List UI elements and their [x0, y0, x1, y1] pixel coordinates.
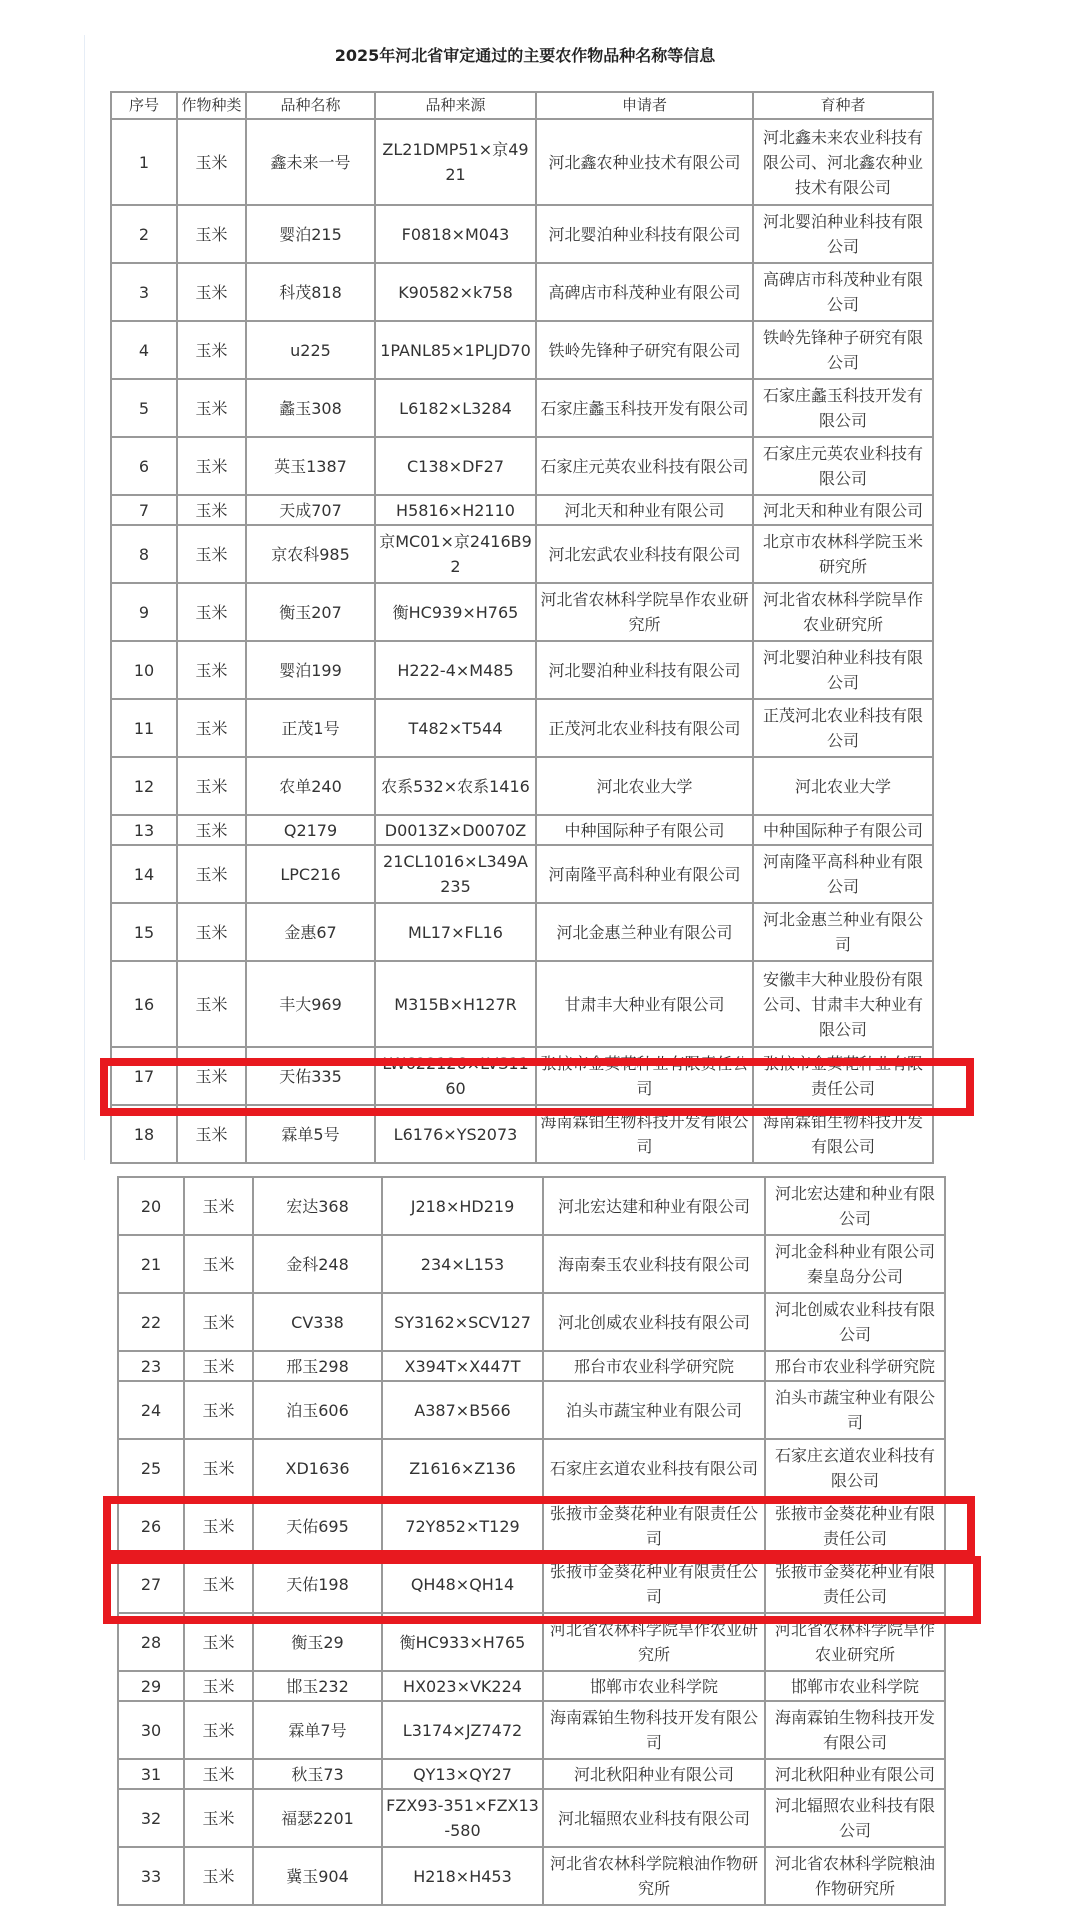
- cell-breeder: 高碑店市科茂种业有限公司: [753, 263, 933, 321]
- cell-no: 21: [118, 1235, 184, 1293]
- cell-crop: 玉米: [177, 205, 246, 263]
- cell-crop: 玉米: [184, 1177, 253, 1235]
- table-row: [111, 845, 933, 903]
- cell-crop: 玉米: [177, 437, 246, 495]
- table-row: [118, 1439, 945, 1497]
- cell-variety: 霖单7号: [253, 1701, 382, 1759]
- table-row: [118, 1847, 945, 1905]
- cell-breeder: 河北金惠兰种业有限公司: [753, 903, 933, 961]
- cell-variety: 秋玉73: [253, 1759, 382, 1789]
- cell-crop: 玉米: [177, 641, 246, 699]
- cell-no: 6: [111, 437, 177, 495]
- cell-applicant: 邯郸市农业科学院: [543, 1671, 765, 1701]
- header-breeder: 育种者: [753, 92, 933, 119]
- cell-breeder: 安徽丰大种业股份有限公司、甘肃丰大种业有限公司: [753, 961, 933, 1047]
- cell-applicant: 河北辐照农业科技有限公司: [543, 1789, 765, 1847]
- varieties-table-top: [110, 91, 934, 1164]
- cell-source: 衡HC939×H765: [375, 583, 536, 641]
- cell-applicant: 泊头市蔬宝种业有限公司: [543, 1381, 765, 1439]
- cell-source: L6176×YS2073: [375, 1105, 536, 1163]
- cell-variety: 邢玉298: [253, 1351, 382, 1381]
- cell-applicant: 河南隆平高科种业有限公司: [536, 845, 753, 903]
- cell-no: 7: [111, 495, 177, 525]
- cell-source: HX023×VK224: [382, 1671, 543, 1701]
- cell-breeder: 铁岭先锋种子研究有限公司: [753, 321, 933, 379]
- cell-applicant: 河北天和种业有限公司: [536, 495, 753, 525]
- cell-breeder: 河北农业大学: [753, 757, 933, 815]
- cell-source: X394T×X447T: [382, 1351, 543, 1381]
- cell-applicant: 海南霖铂生物科技开发有限公司: [536, 1105, 753, 1163]
- cell-no: 25: [118, 1439, 184, 1497]
- cell-no: 15: [111, 903, 177, 961]
- table-row: [118, 1235, 945, 1293]
- cell-crop: 玉米: [177, 525, 246, 583]
- cell-crop: 玉米: [177, 961, 246, 1047]
- cell-source: C138×DF27: [375, 437, 536, 495]
- cell-source: 72Y852×T129: [382, 1497, 543, 1555]
- cell-no: 11: [111, 699, 177, 757]
- cell-crop: 玉米: [177, 1047, 246, 1105]
- cell-no: 10: [111, 641, 177, 699]
- cell-source: M315B×H127R: [375, 961, 536, 1047]
- highlight-box-row-17: [100, 1058, 974, 1116]
- left-guide-line: [84, 35, 85, 1160]
- cell-breeder: 正茂河北农业科技有限公司: [753, 699, 933, 757]
- table-row: [111, 815, 933, 845]
- cell-breeder: 河北省农林科学院粮油作物研究所: [765, 1847, 945, 1905]
- cell-source: 21CL1016×L349A235: [375, 845, 536, 903]
- table-row: [118, 1701, 945, 1759]
- cell-variety: 衡玉207: [246, 583, 375, 641]
- cell-crop: 玉米: [184, 1759, 253, 1789]
- cell-no: 3: [111, 263, 177, 321]
- cell-variety: 衡玉29: [253, 1613, 382, 1671]
- cell-breeder: 海南霖铂生物科技开发有限公司: [753, 1105, 933, 1163]
- cell-breeder: 泊头市蔬宝种业有限公司: [765, 1381, 945, 1439]
- cell-breeder: 河北婴泊种业科技有限公司: [753, 641, 933, 699]
- header-applicant: 申请者: [536, 92, 753, 119]
- cell-breeder: 海南霖铂生物科技开发有限公司: [765, 1701, 945, 1759]
- table-row: [118, 1759, 945, 1789]
- cell-applicant: 河北婴泊种业科技有限公司: [536, 641, 753, 699]
- cell-crop: 玉米: [177, 583, 246, 641]
- cell-applicant: 河北宏武农业科技有限公司: [536, 525, 753, 583]
- cell-variety: 正茂1号: [246, 699, 375, 757]
- cell-variety: 天佑695: [253, 1497, 382, 1555]
- cell-crop: 玉米: [184, 1847, 253, 1905]
- cell-variety: 科茂818: [246, 263, 375, 321]
- table-row: [111, 379, 933, 437]
- cell-source: K90582×k758: [375, 263, 536, 321]
- cell-breeder: 河北天和种业有限公司: [753, 495, 933, 525]
- table-row: [111, 699, 933, 757]
- cell-variety: 冀玉904: [253, 1847, 382, 1905]
- cell-applicant: 河北创威农业科技有限公司: [543, 1293, 765, 1351]
- cell-variety: 天成707: [246, 495, 375, 525]
- cell-applicant: 石家庄蠡玉科技开发有限公司: [536, 379, 753, 437]
- cell-no: 22: [118, 1293, 184, 1351]
- cell-source: 京MC01×京2416B92: [375, 525, 536, 583]
- cell-applicant: 甘肃丰大种业有限公司: [536, 961, 753, 1047]
- table-row: [111, 641, 933, 699]
- cell-crop: 玉米: [184, 1789, 253, 1847]
- cell-variety: 金科248: [253, 1235, 382, 1293]
- cell-crop: 玉米: [184, 1351, 253, 1381]
- cell-breeder: 河北宏达建和种业有限公司: [765, 1177, 945, 1235]
- table-row: [111, 321, 933, 379]
- cell-variety: 鑫未来一号: [246, 119, 375, 205]
- cell-applicant: 河北省农林科学院旱作农业研究所: [543, 1613, 765, 1671]
- cell-source: T482×T544: [375, 699, 536, 757]
- cell-no: 32: [118, 1789, 184, 1847]
- cell-source: FZX93-351×FZX13-580: [382, 1789, 543, 1847]
- cell-no: 28: [118, 1613, 184, 1671]
- cell-variety: 邯玉232: [253, 1671, 382, 1701]
- cell-breeder: 北京市农林科学院玉米研究所: [753, 525, 933, 583]
- cell-no: 26: [118, 1497, 184, 1555]
- cell-applicant: 海南秦玉农业科技有限公司: [543, 1235, 765, 1293]
- cell-breeder: 石家庄玄道农业科技有限公司: [765, 1439, 945, 1497]
- cell-source: SY3162×SCV127: [382, 1293, 543, 1351]
- cell-variety: 英玉1387: [246, 437, 375, 495]
- table-row: [118, 1381, 945, 1439]
- cell-applicant: 张掖市金葵花种业有限责任公司: [543, 1497, 765, 1555]
- cell-source: ZL21DMP51×京4921: [375, 119, 536, 205]
- cell-applicant: 张掖市金葵花种业有限责任公司: [543, 1555, 765, 1613]
- cell-no: 5: [111, 379, 177, 437]
- cell-variety: 蠡玉308: [246, 379, 375, 437]
- cell-variety: 天佑198: [253, 1555, 382, 1613]
- cell-breeder: 邯郸市农业科学院: [765, 1671, 945, 1701]
- table-row: [118, 1671, 945, 1701]
- table-row: [111, 495, 933, 525]
- cell-applicant: 石家庄玄道农业科技有限公司: [543, 1439, 765, 1497]
- table-row: [118, 1351, 945, 1381]
- cell-no: 13: [111, 815, 177, 845]
- cell-no: 1: [111, 119, 177, 205]
- cell-variety: Q2179: [246, 815, 375, 845]
- cell-breeder: 张掖市金葵花种业有限责任公司: [765, 1497, 945, 1555]
- cell-no: 29: [118, 1671, 184, 1701]
- cell-variety: 婴泊199: [246, 641, 375, 699]
- header-no: 序号: [111, 92, 177, 119]
- cell-source: L3174×JZ7472: [382, 1701, 543, 1759]
- cell-crop: 玉米: [184, 1555, 253, 1613]
- table-row: [111, 119, 933, 205]
- cell-applicant: 河北婴泊种业科技有限公司: [536, 205, 753, 263]
- table-row: [111, 583, 933, 641]
- cell-source: 衡HC933×H765: [382, 1613, 543, 1671]
- cell-no: 18: [111, 1105, 177, 1163]
- cell-breeder: 河北省农林科学院旱作农业研究所: [765, 1613, 945, 1671]
- cell-no: 12: [111, 757, 177, 815]
- cell-variety: 宏达368: [253, 1177, 382, 1235]
- cell-applicant: 河北鑫农种业技术有限公司: [536, 119, 753, 205]
- cell-crop: 玉米: [177, 903, 246, 961]
- cell-no: 30: [118, 1701, 184, 1759]
- cell-source: D0013Z×D0070Z: [375, 815, 536, 845]
- cell-crop: 玉米: [184, 1613, 253, 1671]
- cell-applicant: 正茂河北农业科技有限公司: [536, 699, 753, 757]
- table-row: [111, 903, 933, 961]
- cell-crop: 玉米: [177, 699, 246, 757]
- cell-no: 27: [118, 1555, 184, 1613]
- cell-applicant: 海南霖铂生物科技开发有限公司: [543, 1701, 765, 1759]
- cell-source: H222-4×M485: [375, 641, 536, 699]
- cell-source: 农系532×农系1416: [375, 757, 536, 815]
- cell-crop: 玉米: [177, 1105, 246, 1163]
- cell-crop: 玉米: [177, 757, 246, 815]
- cell-applicant: 河北农业大学: [536, 757, 753, 815]
- cell-source: H5816×H2110: [375, 495, 536, 525]
- cell-breeder: 河北鑫未来农业科技有限公司、河北鑫农种业技术有限公司: [753, 119, 933, 205]
- cell-crop: 玉米: [184, 1439, 253, 1497]
- cell-breeder: 河北秋阳种业有限公司: [765, 1759, 945, 1789]
- table-row: [111, 437, 933, 495]
- cell-no: 8: [111, 525, 177, 583]
- cell-breeder: 河北金科种业有限公司秦皇岛分公司: [765, 1235, 945, 1293]
- cell-breeder: 河北省农林科学院旱作农业研究所: [753, 583, 933, 641]
- cell-breeder: 河北婴泊种业科技有限公司: [753, 205, 933, 263]
- cell-no: 20: [118, 1177, 184, 1235]
- cell-crop: 玉米: [184, 1701, 253, 1759]
- cell-variety: XD1636: [253, 1439, 382, 1497]
- cell-breeder: 中种国际种子有限公司: [753, 815, 933, 845]
- cell-variety: u225: [246, 321, 375, 379]
- cell-applicant: 河北省农林科学院粮油作物研究所: [543, 1847, 765, 1905]
- cell-variety: 农单240: [246, 757, 375, 815]
- cell-breeder: 张掖市金葵花种业有限责任公司: [753, 1047, 933, 1105]
- table-row: [111, 757, 933, 815]
- cell-breeder: 河北辐照农业科技有限公司: [765, 1789, 945, 1847]
- cell-source: LW622126×LVS1160: [375, 1047, 536, 1105]
- cell-applicant: 中种国际种子有限公司: [536, 815, 753, 845]
- highlight-box-row-26: [103, 1496, 975, 1558]
- table-row: [118, 1177, 945, 1235]
- cell-variety: 丰大969: [246, 961, 375, 1047]
- table-row: [111, 263, 933, 321]
- table-row: [118, 1789, 945, 1847]
- cell-breeder: 河北创威农业科技有限公司: [765, 1293, 945, 1351]
- cell-crop: 玉米: [177, 119, 246, 205]
- table-row: [111, 205, 933, 263]
- table-row: [111, 525, 933, 583]
- cell-applicant: 石家庄元英农业科技有限公司: [536, 437, 753, 495]
- cell-applicant: 河北金惠兰种业有限公司: [536, 903, 753, 961]
- page-title: 2025年河北省审定通过的主要农作物品种名称等信息: [334, 46, 716, 65]
- cell-variety: 福瑟2201: [253, 1789, 382, 1847]
- cell-breeder: 石家庄蠡玉科技开发有限公司: [753, 379, 933, 437]
- cell-crop: 玉米: [184, 1293, 253, 1351]
- cell-crop: 玉米: [184, 1235, 253, 1293]
- header-variety: 品种名称: [246, 92, 375, 119]
- cell-variety: LPC216: [246, 845, 375, 903]
- cell-no: 16: [111, 961, 177, 1047]
- cell-applicant: 铁岭先锋种子研究有限公司: [536, 321, 753, 379]
- cell-source: ML17×FL16: [375, 903, 536, 961]
- cell-breeder: 河南隆平高科种业有限公司: [753, 845, 933, 903]
- cell-applicant: 张掖市金葵花种业有限责任公司: [536, 1047, 753, 1105]
- cell-source: 234×L153: [382, 1235, 543, 1293]
- cell-source: Z1616×Z136: [382, 1439, 543, 1497]
- cell-variety: 金惠67: [246, 903, 375, 961]
- cell-no: 23: [118, 1351, 184, 1381]
- cell-source: J218×HD219: [382, 1177, 543, 1235]
- cell-no: 24: [118, 1381, 184, 1439]
- cell-no: 2: [111, 205, 177, 263]
- cell-applicant: 高碑店市科茂种业有限公司: [536, 263, 753, 321]
- cell-source: QY13×QY27: [382, 1759, 543, 1789]
- cell-variety: 婴泊215: [246, 205, 375, 263]
- cell-variety: CV338: [253, 1293, 382, 1351]
- cell-applicant: 河北秋阳种业有限公司: [543, 1759, 765, 1789]
- cell-crop: 玉米: [177, 815, 246, 845]
- cell-crop: 玉米: [177, 495, 246, 525]
- cell-variety: 京农科985: [246, 525, 375, 583]
- cell-no: 9: [111, 583, 177, 641]
- cell-no: 17: [111, 1047, 177, 1105]
- cell-crop: 玉米: [184, 1671, 253, 1701]
- cell-source: 1PANL85×1PLJD70: [375, 321, 536, 379]
- cell-breeder: 张掖市金葵花种业有限责任公司: [765, 1555, 945, 1613]
- cell-applicant: 河北省农林科学院旱作农业研究所: [536, 583, 753, 641]
- cell-crop: 玉米: [184, 1381, 253, 1439]
- cell-crop: 玉米: [177, 379, 246, 437]
- header-row: [111, 92, 933, 119]
- highlight-box-row-27: [103, 1556, 981, 1624]
- cell-no: 31: [118, 1759, 184, 1789]
- cell-crop: 玉米: [184, 1497, 253, 1555]
- cell-source: H218×H453: [382, 1847, 543, 1905]
- cell-breeder: 邢台市农业科学研究院: [765, 1351, 945, 1381]
- cell-no: 14: [111, 845, 177, 903]
- table-row: [111, 961, 933, 1047]
- cell-source: A387×B566: [382, 1381, 543, 1439]
- cell-crop: 玉米: [177, 845, 246, 903]
- cell-source: QH48×QH14: [382, 1555, 543, 1613]
- cell-crop: 玉米: [177, 321, 246, 379]
- table-row: [118, 1293, 945, 1351]
- cell-variety: 泊玉606: [253, 1381, 382, 1439]
- cell-no: 33: [118, 1847, 184, 1905]
- cell-crop: 玉米: [177, 263, 246, 321]
- cell-applicant: 邢台市农业科学研究院: [543, 1351, 765, 1381]
- cell-applicant: 河北宏达建和种业有限公司: [543, 1177, 765, 1235]
- header-crop: 作物种类: [177, 92, 246, 119]
- header-source: 品种来源: [375, 92, 536, 119]
- cell-variety: 天佑335: [246, 1047, 375, 1105]
- cell-breeder: 石家庄元英农业科技有限公司: [753, 437, 933, 495]
- cell-variety: 霖单5号: [246, 1105, 375, 1163]
- cell-source: F0818×M043: [375, 205, 536, 263]
- cell-source: L6182×L3284: [375, 379, 536, 437]
- cell-no: 4: [111, 321, 177, 379]
